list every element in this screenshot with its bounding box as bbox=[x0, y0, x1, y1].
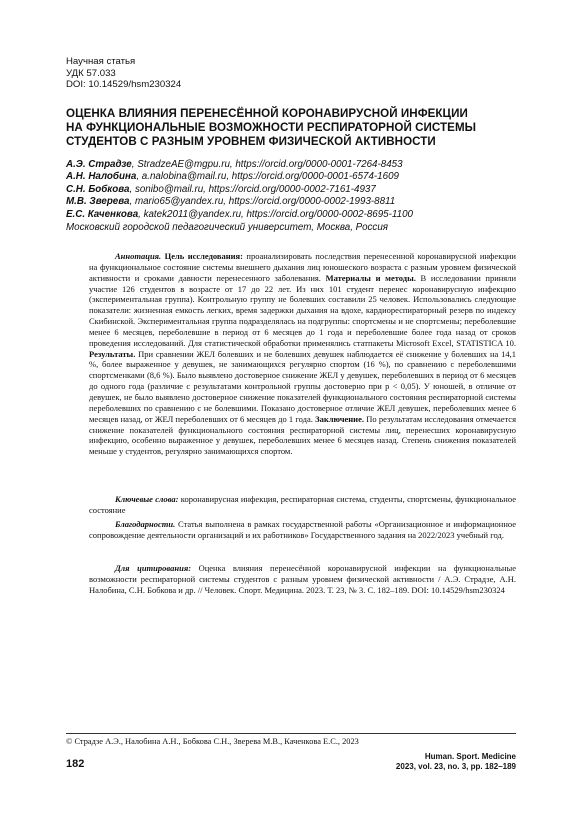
author-name: С.Н. Бобкова bbox=[66, 183, 130, 195]
author-details: , sonibo@mail.ru, https://orcid.org/0000-0002-7161-4937 bbox=[129, 183, 376, 195]
title-line: ОЦЕНКА ВЛИЯНИЯ ПЕРЕНЕСЁННОЙ КОРОНАВИРУСНОЙ ИНФЕКЦИИ bbox=[66, 107, 468, 120]
author-name: М.В. Зверева bbox=[66, 196, 130, 208]
keywords-label: Ключевые слова: bbox=[115, 494, 179, 504]
page-number: 182 bbox=[66, 758, 85, 770]
methods-text: В исследовании приняли участие 126 студентов в возрасте от 17 до 22 лет. Из них 101 студент перенес коронавирусную инфекцию (экспериментальная группа). Контрольную группу не болевших составили 25 человек. Использовались следующие показатели: жизненная емкость легких, время задержки дыхания на вдохе, кардиореспираторный резерв по индексу Скибинской. Экспериментальная группа подразделялась на подгруппы: спортсмены и не спортсмены; переболевшие менее 6 месяцев, переболевшие в период от 6 месяцев до 1 года и переболевшие более года назад от сроков проведения исследований. Для статистической обработки применялись статпакеты Microsoft Excel, STATISTICA 10. bbox=[89, 272, 516, 348]
citation-label: Для цитирования: bbox=[115, 563, 192, 573]
author-details: , mario65@yandex.ru, https://orcid.org/0000-0002-1993-8811 bbox=[129, 196, 396, 208]
keywords bbox=[89, 494, 516, 516]
conclusion-label: Заключение. bbox=[315, 413, 364, 424]
author-details: , a.nalobina@mail.ru, https://orcid.org/0000-0001-6574-1609 bbox=[136, 171, 399, 183]
title-line: НА ФУНКЦИОНАЛЬНЫЕ ВОЗМОЖНОСТИ РЕСПИРАТОРНОЙ СИСТЕМЫ bbox=[66, 121, 477, 135]
acknowledgements-label: Благодарности. bbox=[115, 519, 176, 529]
author-name: А.Э. Страдзе bbox=[66, 159, 132, 170]
conclusion-text: По результатам исследования отмечается снижение показателей функционального состояния респираторной системы лиц, перенесших коронавирусную инфекцию, особенно выраженное у девушек, переболевших менее 6 месяцев назад. Степень снижения показателей меньше у студентов, регулярно занимающихся спортом. bbox=[89, 413, 516, 457]
journal-issue: 2023, vol. 23, no. 3, pp. 182–189 bbox=[395, 762, 516, 771]
author-name: Е.С. Каченкова bbox=[66, 208, 139, 220]
author-entry bbox=[66, 184, 413, 196]
results-text: При сравнении ЖЕЛ болевших и не болевших девушек наблюдается её снижение у болевших на 14,1 %, более выраженное у девушек, не занимающихся регулярно спортом (16 %), по сравнению с переболевшими спортсменками (8,6 %). Было выявлено достоверное снижение ЖЕЛ у девушек, переболевших в период от 6 месяцев до одного года (различие с результатами контрольной группы достоверно при p < 0,05). У юношей, в отличие от девушек, не было выявлено достоверное снижение показателей функционального состояния респираторной системы переболевших по сравнению с не болевшими. Показано достоверное отличие ЖЕЛ девушек, переболевших менее 6 месяцев назад, от ЖЕЛ переболевших от 6 месяцев до 1 года. bbox=[89, 348, 516, 424]
article-title bbox=[66, 107, 536, 150]
footer-divider bbox=[66, 733, 516, 734]
aim-text: проанализировать последствия перенесенной коронавирусной инфекции на функциональное состояние системы внешнего дыхания лиц юношеского возраста с разным уровнем физической активности и сроками давности перенесенного заболевания. bbox=[89, 251, 516, 283]
copyright-notice: © Страдзе А.Э., Налобина А.Н., Бобкова С.Н., Зверева М.В., Каченкова Е.С., 2023 bbox=[66, 737, 359, 746]
abstract bbox=[89, 251, 516, 457]
abstract-label: Аннотация. bbox=[115, 251, 162, 261]
acknowledgements bbox=[89, 519, 516, 541]
doi: DOI: 10.14529/hsm230324 bbox=[66, 79, 182, 91]
title-line: СТУДЕНТОВ С РАЗНЫМ УРОВНЕМ ФИЗИЧЕСКОЙ АКТИВНОСТИ bbox=[66, 135, 436, 149]
article-meta bbox=[66, 56, 181, 91]
citation bbox=[89, 563, 516, 596]
author-details: , katek2011@yandex.ru, https://orcid.org/0000-0002-8695-1100 bbox=[138, 208, 413, 220]
author-list bbox=[66, 159, 413, 221]
author-details: , StradzeAE@mgpu.ru, https://orcid.org/0000-0001-7264-8453 bbox=[131, 159, 403, 170]
author-name: А.Н. Налобина bbox=[66, 171, 137, 183]
author-entry bbox=[66, 209, 413, 221]
article-type: Научная статья bbox=[66, 56, 136, 67]
methods-label: Материалы и методы. bbox=[325, 272, 416, 283]
affiliation: Московский городской педагогический университет, Москва, Россия bbox=[66, 222, 388, 233]
author-entry bbox=[66, 159, 413, 171]
acknowledgements-text: Статья выполнена в рамках государственной работы «Организационное и информационное сопровождение деятельности организаций и их работников» Государственного задания на 2022/2023 учебный год. bbox=[89, 519, 516, 540]
author-entry bbox=[66, 171, 413, 183]
journal-name: Human. Sport. Medicine bbox=[424, 752, 516, 761]
results-label: Результаты. bbox=[89, 348, 136, 359]
aim-label: Цель исследования: bbox=[164, 251, 243, 261]
keywords-text: коронавирусная инфекция, респираторная система, студенты, спортсмены, функциональное состояние bbox=[89, 494, 516, 515]
udc-code: УДК 57.033 bbox=[66, 67, 116, 79]
citation-text: Оценка влияния перенесённой коронавирусной инфекции на функциональные возможности респираторной системы студентов с разным уровнем физической активности / А.Э. Страдзе, А.Н. Налобина, С.Н. Бобкова и др. // Человек. Спорт. Медицина. 2023. Т. 23, № 3. С. 182–189. DOI: 10.14529/hsm230324 bbox=[89, 563, 516, 595]
journal-info bbox=[396, 752, 516, 772]
author-entry bbox=[66, 196, 413, 208]
